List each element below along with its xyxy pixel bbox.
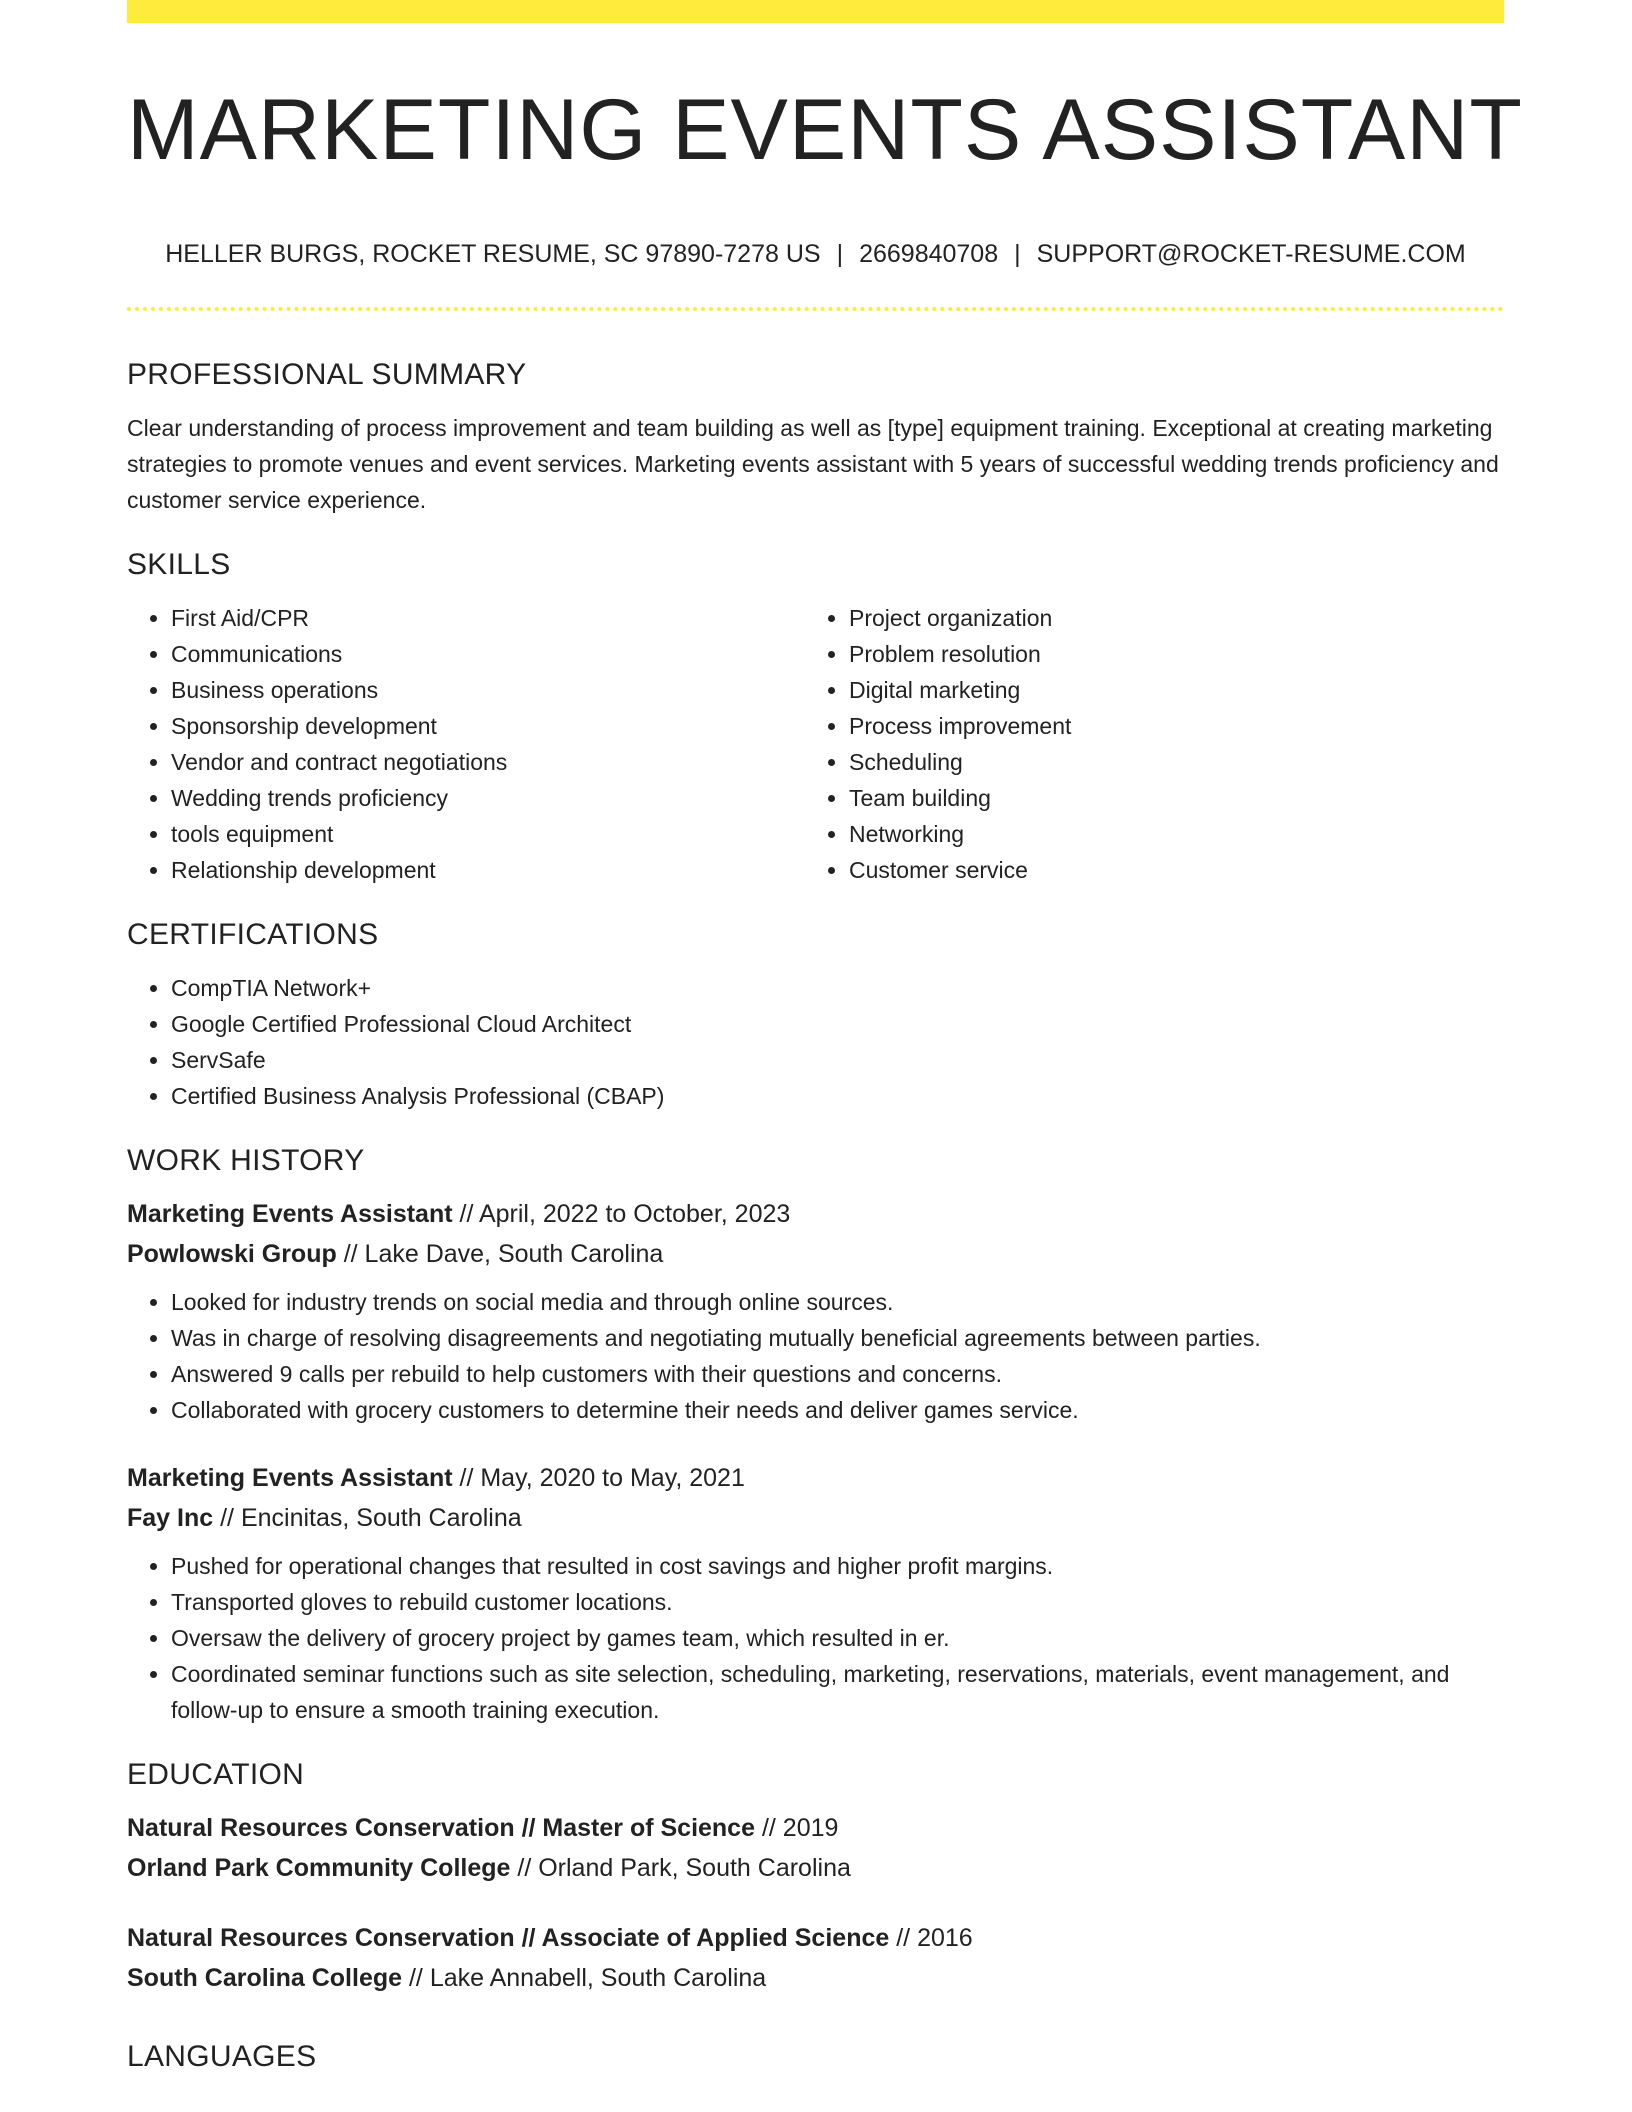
section-heading-languages: LANGUAGES bbox=[127, 2040, 317, 2073]
section-heading-education: EDUCATION bbox=[127, 1758, 305, 1791]
section-heading-certifications: CERTIFICATIONS bbox=[127, 918, 379, 951]
certification-item: • ServSafe bbox=[171, 1042, 1504, 1078]
job-company-line bbox=[127, 1498, 1504, 1538]
section-heading-work: WORK HISTORY bbox=[127, 1144, 365, 1177]
job-bullet: • Collaborated with grocery customers to determine their needs and deliver games service. bbox=[171, 1392, 1504, 1428]
education-school-line bbox=[127, 1848, 1504, 1888]
job-location: // Lake Dave, South Carolina bbox=[343, 1240, 664, 1268]
skill-item: • Sponsorship development bbox=[171, 708, 805, 744]
job-company-line bbox=[127, 1234, 1504, 1274]
education-school: South Carolina College bbox=[127, 1964, 403, 1992]
job-bullet: • Pushed for operational changes that resulted in cost savings and higher profit margins. bbox=[171, 1548, 1504, 1584]
education-location: // Lake Annabell, South Carolina bbox=[408, 1964, 767, 1992]
certifications-section bbox=[127, 910, 1504, 1114]
job-bullet: • Oversaw the delivery of grocery project by games team, which resulted in er. bbox=[171, 1620, 1504, 1656]
contact-phone: 2669840708 bbox=[859, 240, 999, 268]
skill-item: • Customer service bbox=[849, 852, 1483, 888]
job-company: Fay Inc bbox=[127, 1504, 214, 1532]
skills-columns bbox=[127, 600, 1504, 888]
job-entry bbox=[127, 1458, 1504, 1728]
education-degree-line bbox=[127, 1918, 1504, 1958]
job-title: Marketing Events Assistant bbox=[127, 1200, 453, 1228]
education-school: Orland Park Community College bbox=[127, 1854, 511, 1882]
skill-item: • Digital marketing bbox=[849, 672, 1483, 708]
education-entry bbox=[127, 1808, 1504, 1888]
section-heading-summary: PROFESSIONAL SUMMARY bbox=[127, 358, 527, 391]
job-bullet: • Transported gloves to rebuild customer locations. bbox=[171, 1584, 1504, 1620]
skills-section bbox=[127, 540, 1504, 888]
certification-item: • CompTIA Network+ bbox=[171, 970, 1504, 1006]
skill-item: • Vendor and contract negotiations bbox=[171, 744, 805, 780]
header-divider bbox=[127, 307, 1504, 311]
summary-text: Clear understanding of process improvement and team building as well as [type] equipment training. Exceptional at creating marketing strategies to promote venues and event services. Marketing events assistant with 5 years of successful wedding trends proficiency and customer service experience. bbox=[127, 415, 1499, 513]
skill-item: • Team building bbox=[849, 780, 1483, 816]
skill-item: • Wedding trends proficiency bbox=[171, 780, 805, 816]
education-degree: Natural Resources Conservation // Associate of Applied Science bbox=[127, 1924, 890, 1952]
skill-item: • Relationship development bbox=[171, 852, 805, 888]
resume-body bbox=[127, 350, 1504, 2082]
education-entry bbox=[127, 1918, 1504, 1998]
job-bullet: • Was in charge of resolving disagreements and negotiating mutually beneficial agreements between parties. bbox=[171, 1320, 1504, 1356]
section-heading-skills: SKILLS bbox=[127, 548, 231, 581]
job-dates: // April, 2022 to October, 2023 bbox=[459, 1200, 791, 1228]
contact-separator: | bbox=[836, 240, 844, 268]
skill-item: • Scheduling bbox=[849, 744, 1483, 780]
education-degree-line bbox=[127, 1808, 1504, 1848]
job-bullets bbox=[127, 1548, 1504, 1728]
skill-item: • Networking bbox=[849, 816, 1483, 852]
contact-email: SUPPORT@ROCKET-RESUME.COM bbox=[1036, 240, 1466, 268]
certification-item: • Google Certified Professional Cloud Architect bbox=[171, 1006, 1504, 1042]
skill-item: • Communications bbox=[171, 636, 805, 672]
summary-section bbox=[127, 350, 1504, 518]
education-year: // 2016 bbox=[896, 1924, 973, 1952]
job-location: // Encinitas, South Carolina bbox=[220, 1504, 522, 1532]
job-company: Powlowski Group bbox=[127, 1240, 337, 1268]
skill-item: • Problem resolution bbox=[849, 636, 1483, 672]
skill-item: • First Aid/CPR bbox=[171, 600, 805, 636]
languages-section bbox=[127, 2032, 1504, 2082]
job-bullet: • Coordinated seminar functions such as site selection, scheduling, marketing, reservations, materials, event management, and follow-up to ensure a smooth training execution. bbox=[171, 1656, 1504, 1728]
job-bullet: • Answered 9 calls per rebuild to help customers with their questions and concerns. bbox=[171, 1356, 1504, 1392]
contact-separator: | bbox=[1014, 240, 1021, 268]
job-dates: // May, 2020 to May, 2021 bbox=[459, 1464, 745, 1492]
contact-line bbox=[127, 236, 1504, 272]
education-section bbox=[127, 1750, 1504, 1998]
job-entry bbox=[127, 1194, 1504, 1428]
accent-bar bbox=[127, 0, 1504, 23]
certifications-list bbox=[127, 970, 1504, 1114]
education-degree: Natural Resources Conservation // Master of Science bbox=[127, 1814, 755, 1842]
education-year: // 2019 bbox=[761, 1814, 839, 1842]
education-school-line bbox=[127, 1958, 1504, 1998]
certification-item: • Certified Business Analysis Professional (CBAP) bbox=[171, 1078, 1504, 1114]
skills-list-right bbox=[805, 600, 1483, 888]
job-title-line bbox=[127, 1194, 1504, 1234]
job-title-line bbox=[127, 1458, 1504, 1498]
contact-address: HELLER BURGS, ROCKET RESUME, SC 97890-7278 US bbox=[165, 240, 821, 268]
skill-item: • Process improvement bbox=[849, 708, 1483, 744]
skill-item: • Business operations bbox=[171, 672, 805, 708]
skill-item: • tools equipment bbox=[171, 816, 805, 852]
job-title: Marketing Events Assistant bbox=[127, 1464, 453, 1492]
skill-item: • Project organization bbox=[849, 600, 1483, 636]
education-location: // Orland Park, South Carolina bbox=[517, 1854, 851, 1882]
job-bullets bbox=[127, 1284, 1504, 1428]
work-history-section bbox=[127, 1136, 1504, 1728]
job-bullet: • Looked for industry trends on social media and through online sources. bbox=[171, 1284, 1504, 1320]
skills-list-left bbox=[127, 600, 805, 888]
candidate-title: MARKETING EVENTS ASSISTANT bbox=[127, 82, 1523, 178]
